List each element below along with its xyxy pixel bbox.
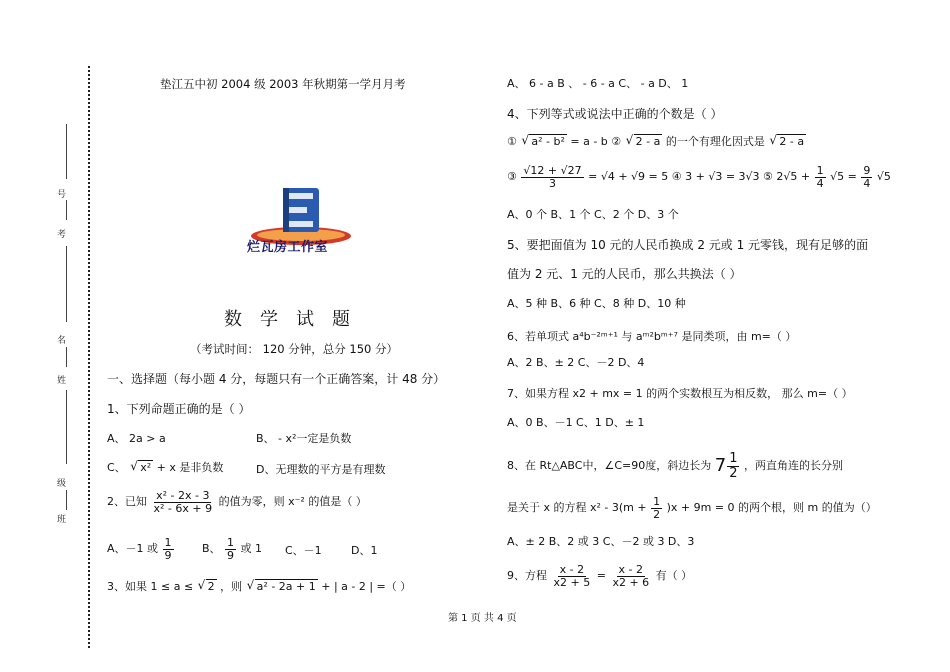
q7-options: A、0 B、－1 C、1 D、± 1 [507,416,645,429]
question-4: 4、下列等式或说法中正确的个数是（ ） [507,107,723,121]
binding-line-6 [66,490,67,510]
q1-option-b: B、 - x²一定是负数 [256,432,352,445]
binding-line-4 [66,347,67,367]
side-label-ji: 级 [57,479,67,489]
question-8-line-2: 是关于 x 的方程 x² - 3(m + $\frac{1}{2}$ )x + 9m = 0 的两个根，则 m 的值为（） [507,495,877,521]
q3-options: A、 6 - a B 、 - 6 - a C、 - a D、 1 [507,77,689,90]
binding-line-2 [66,200,67,220]
side-label-ming: 名 [57,336,67,346]
q6-options: A、2 B、± 2 C、－2 D、4 [507,356,645,369]
q2-option-a: A、－1 或 $\frac{1}{9}$ [107,536,172,562]
question-5-line-1: 5、要把面值为 10 元的人民币换成 2 元或 1 元零钱，现有足够的面 [507,238,869,252]
q5-options: A、5 种 B、6 种 C、8 种 D、10 种 [507,297,686,310]
binding-line-5 [66,390,67,464]
q2-option-d: D、1 [351,544,378,557]
side-label-ban: 班 [57,515,67,525]
q4-options: A、0 个 B、1 个 C、2 个 D、3 个 [507,208,679,221]
page-number: 第 1 页 共 4 页 [448,613,517,624]
side-label-kao: 考 [57,230,67,240]
question-7: 7、如果方程 x2 + mx = 1 的两个实数根互为相反数， 那么 m=（ ） [507,387,853,400]
q8-options: A、± 2 B、2 或 3 C、－2 或 3 D、3 [507,535,695,548]
binding-line-3 [66,246,67,322]
q1-option-c: C、 √ x² + x 是非负数 [107,462,223,473]
side-label-xing: 姓 [57,376,67,386]
question-3: 3、如果 1 ≤ a ≤ √ 2 ，则 √ a² - 2a + 1 + | a - 2 | =（ ） [107,581,411,592]
q1-option-d: D、无理数的平方是有理数 [256,463,386,476]
question-2: 2、已知 $\frac{\text{x² - 2x - 3}}{\text{x² - 6x + 9}}$ 的值为零，则 x⁻² 的值是（ ） [107,489,367,515]
section-heading: 一、选择题（每小题 4 分，每题只有一个正确答案，计 48 分） [107,372,446,386]
q2-option-b: B、 $\frac{1}{9}$ 或 1 [202,536,263,562]
question-8: 8、在 Rt△ABC中，∠C=90度，斜边长为 7 $\frac{1}{2}$ ，两直角连的长分别 [507,451,843,481]
binding-dotted-line [88,66,90,648]
q4-statements-3-5: ③ $\frac{√12 + √27}{3}$ = √4 + √9 = 5 ④ 3 + √3 = 3√3 ⑤ 2√5 + $\frac{1}{4}$ √5 = $\frac{9}{4}$ √5 [507,164,891,190]
q2-option-c: C、－1 [285,544,322,557]
binding-line-1 [66,124,67,179]
question-9: 9、方程 $\frac{x - 2}{x2 + 5}$ = $\frac{x - 2}{x2 + 6}$ 有（ ） [507,563,693,589]
question-6: 6、若单项式 a⁴b⁻²ᵐ⁺¹ 与 aᵐ²bᵐ⁺⁷ 是同类项，由 m=（ ） [507,330,797,343]
question-1: 1、下列命题正确的是（ ） [107,402,251,416]
exam-info: （考试时间： 120 分钟，总分 150 分） [190,342,399,356]
paper-title: 数学试题 [224,309,368,330]
question-5-line-2: 值为 2 元、1 元的人民币，那么共换法（ ） [507,267,742,281]
q4-statements-1-2: ① √ a² - b² = a - b ② √ 2 - a 的一个有理化因式是 √ 2 - a [507,136,806,147]
q1-option-a: A、 2a > a [107,432,166,445]
logo-text: 烂瓦房工作室 [247,240,329,255]
exam-header: 垫江五中初 2004 级 2003 年秋期第一学月月考 [160,77,406,91]
side-label-hao: 号 [57,190,67,200]
